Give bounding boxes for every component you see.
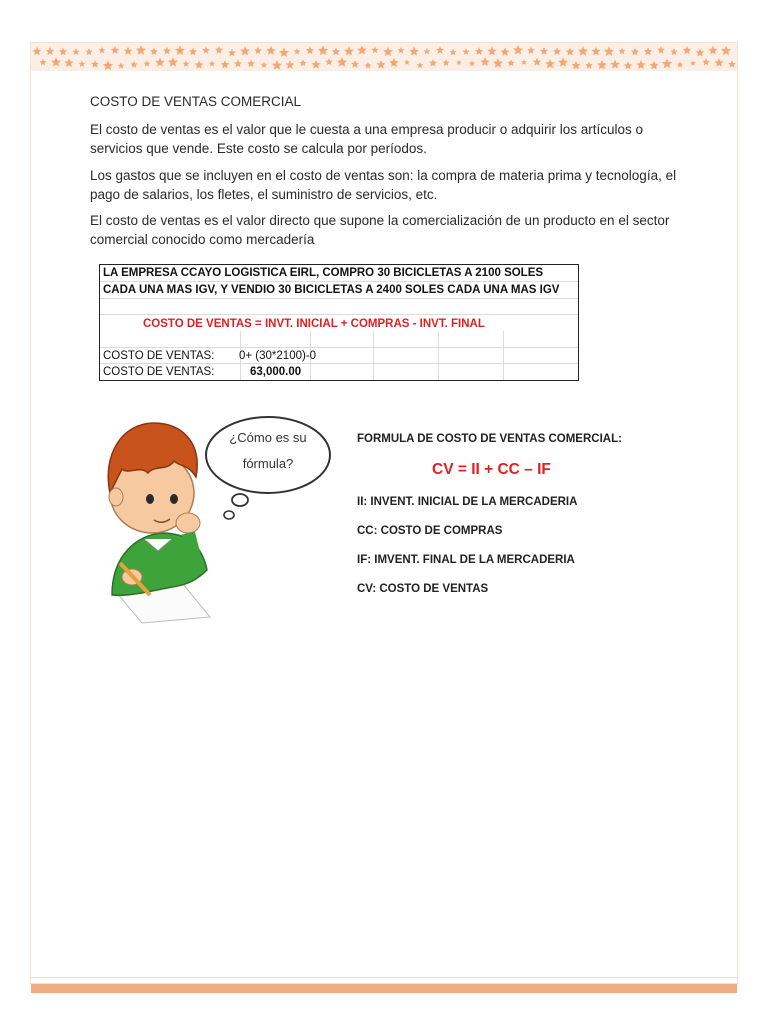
star-icon [553, 47, 561, 55]
star-icon [624, 62, 632, 70]
thinking-boy-illustration [92, 405, 354, 625]
bubble-line-1: ¿Cómo es su [229, 430, 307, 445]
star-icon [714, 58, 723, 67]
star-icon [299, 59, 306, 66]
star-icon [111, 46, 119, 54]
star-icon [728, 60, 736, 67]
star-icon [449, 49, 456, 56]
star-icon [644, 47, 652, 55]
star-icon [521, 59, 527, 65]
star-icon [475, 47, 483, 55]
star-border-decoration [31, 43, 737, 71]
star-icon [507, 59, 514, 66]
star-icon [168, 57, 178, 67]
star-icon [480, 57, 489, 66]
star-icon [79, 60, 86, 67]
star-icon [215, 46, 223, 54]
star-icon [240, 46, 250, 55]
star-icon [389, 58, 399, 67]
star-icon [272, 60, 282, 70]
star-icon [371, 46, 378, 53]
star-icon [610, 60, 620, 69]
star-icon [631, 48, 639, 56]
star-icon [150, 48, 158, 56]
star-icon [683, 46, 692, 54]
star-icon [662, 58, 672, 68]
sheet-result-value: 63,000.00 [250, 366, 302, 378]
star-icon [657, 46, 665, 54]
star-icon [175, 45, 185, 55]
sheet-calc-value: 0+ (30*2100)-0 [239, 350, 317, 362]
star-icon [501, 47, 510, 56]
star-icon [696, 48, 705, 56]
star-icon [604, 46, 614, 56]
sheet-result-label: COSTO DE VENTAS: [103, 366, 215, 378]
star-icon [221, 60, 230, 68]
star-icon [409, 46, 419, 55]
star-icon [202, 47, 210, 54]
star-icon [487, 46, 496, 55]
star-icon [429, 59, 437, 67]
bottom-divider [31, 977, 737, 978]
definition-ii: II: INVENT. INICIAL DE LA MERCADERIA [357, 496, 578, 508]
star-icon [585, 62, 593, 69]
star-icon [702, 58, 710, 65]
star-icon [572, 61, 581, 70]
star-icon [33, 47, 42, 55]
star-icon [540, 47, 548, 55]
star-icon [46, 47, 55, 55]
star-icon [597, 60, 607, 70]
star-icon [591, 47, 600, 56]
star-icon [209, 61, 215, 67]
star-icon [456, 60, 462, 65]
star-icon [144, 60, 151, 66]
star-icon [619, 48, 626, 55]
star-icon [195, 60, 204, 68]
star-icon [51, 57, 61, 66]
bubble-line-2: fórmula? [242, 456, 294, 471]
star-icon [649, 61, 658, 70]
star-icon [708, 46, 717, 55]
star-icon [325, 58, 332, 65]
star-icon [103, 60, 113, 70]
star-icon [558, 57, 568, 66]
star-icon [332, 47, 340, 55]
definition-if: IF: IMVENT. FINAL DE LA MERCADERIA [357, 554, 575, 566]
star-icon [344, 46, 354, 56]
star-icon [690, 60, 696, 65]
star-icon [677, 61, 684, 67]
star-icon [404, 59, 410, 65]
star-icon [91, 60, 99, 68]
star-icon [533, 58, 542, 66]
star-icon [377, 60, 386, 69]
star-icon [424, 48, 431, 55]
definition-cc: CC: COSTO DE COMPRAS [357, 525, 503, 537]
sheet-problem-line-2: CADA UNA MAS IGV, Y VENDIO 30 BICICLETAS A 2400 SOLES CADA UNA MAS IGV [103, 284, 560, 296]
star-icon [294, 48, 301, 54]
star-icon [351, 60, 359, 67]
star-icon [436, 46, 444, 54]
sheet-calc-label: COSTO DE VENTAS: [103, 350, 215, 362]
star-icon [261, 62, 267, 68]
star-icon [85, 48, 92, 55]
star-icon [163, 47, 171, 55]
star-icon [398, 47, 405, 54]
star-icon [513, 45, 523, 55]
star-icon [566, 48, 575, 56]
bottom-border-bar [31, 984, 737, 993]
star-icon [578, 46, 588, 56]
formula-title: FORMULA DE COSTO DE VENTAS COMERCIAL: [357, 433, 622, 445]
star-icon [357, 45, 367, 54]
star-icon [131, 61, 138, 68]
star-icon [469, 60, 475, 66]
star-icon [247, 60, 255, 67]
star-icon [118, 62, 125, 68]
star-icon [337, 57, 347, 67]
star-icon [59, 47, 67, 55]
star-icon [136, 45, 146, 55]
star-icon [636, 60, 645, 69]
paragraph-expenses: Los gastos que se incluyen en el costo de ventas son: la compra de materia prima y tecnología, el pago de salarios, los fletes, el suministro de servicios, etc. [90, 168, 677, 202]
star-icon [183, 60, 190, 67]
star-icon [73, 48, 80, 55]
page-heading: COSTO DE VENTAS COMERCIAL [90, 94, 302, 109]
star-icon [721, 46, 731, 56]
star-icon [155, 58, 164, 67]
star-icon [463, 48, 470, 55]
sheet-formula: COSTO DE VENTAS = INVT. INICIAL + COMPRAS - INVT. FINAL [143, 318, 485, 330]
star-icon [64, 58, 73, 67]
star-icon [234, 60, 242, 68]
spreadsheet-example [99, 264, 579, 381]
thought-bubble-icon [206, 417, 330, 519]
star-icon [228, 49, 236, 57]
star-icon [40, 59, 47, 66]
star-icon [124, 47, 133, 55]
definition-cv: CV: COSTO DE VENTAS [357, 583, 489, 595]
star-icon [670, 48, 677, 55]
star-icon [442, 59, 449, 66]
star-icon [286, 60, 295, 68]
star-icon [279, 48, 289, 57]
star-pattern-icon [31, 43, 737, 71]
star-icon [254, 47, 262, 54]
star-icon [493, 58, 503, 68]
star-icon [383, 47, 393, 57]
star-icon [318, 45, 328, 55]
star-icon [306, 46, 314, 54]
star-icon [365, 62, 372, 69]
formula-expression: CV = II + CC – IF [432, 461, 551, 478]
star-icon [417, 62, 423, 68]
star-icon [266, 46, 276, 55]
paragraph-definition: El costo de ventas es el valor que le cuesta a una empresa producir o adquirir los artículos o servicios que vende. Este costo se calcula por períodos. [90, 122, 644, 156]
star-icon [189, 48, 197, 56]
sheet-problem-line-1: LA EMPRESA CCAYO LOGISTICA EIRL, COMPRO 30 BICICLETAS A 2100 SOLES [103, 267, 544, 279]
paragraph-direct-value: El costo de ventas es el valor directo que supone la comercialización de un producto en el sector comercial conocido como mercadería [90, 213, 670, 247]
star-icon [527, 47, 535, 54]
star-icon [311, 60, 320, 69]
star-icon [545, 59, 555, 69]
star-icon [99, 47, 106, 54]
